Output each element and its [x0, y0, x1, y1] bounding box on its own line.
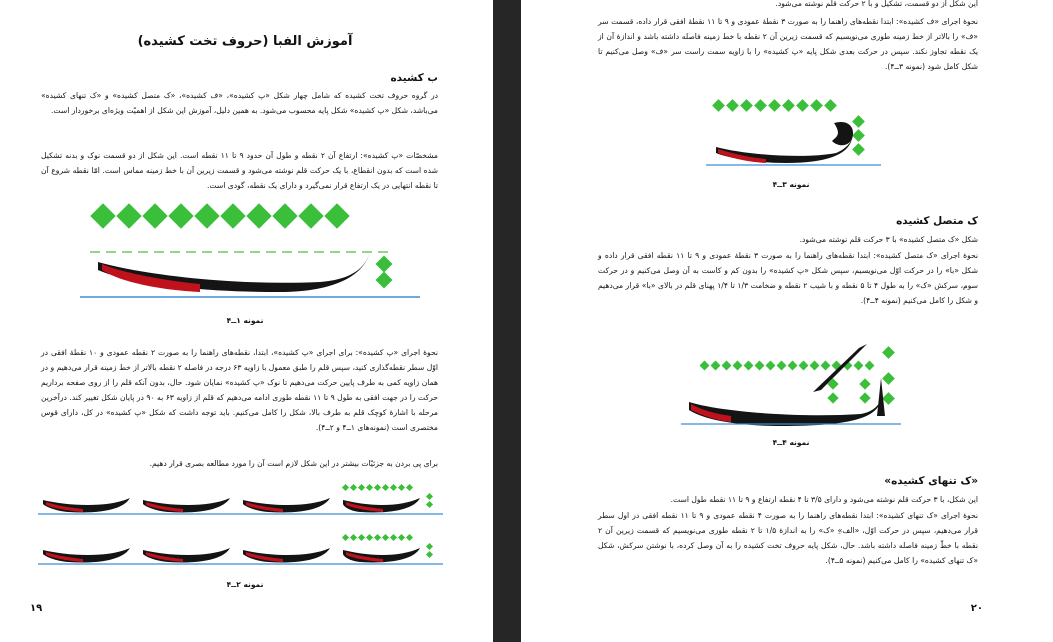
top-paragraph: این شکل از دو قسمت، تشکیل و با ۲ حرکت قلم نوشته می‌شود. [775, 0, 978, 8]
page-number-right: ۲۰ [970, 603, 983, 614]
fa-method-paragraph: نحوهٔ اجرای «ف کشیده»: ابتدا نقطه‌های راهنما را به صورت ۳ نقطهٔ عمودی و ۹ تا ۱۱ نقطهٔ افقی قرار داده، قسمت سر «ف» را بالاتر از خط زمینه طوری می‌نویسیم که قسمت زیرین آن ۲ نقطه با خط زمینه فاصله داشته باشد و اندازهٔ آن از یک نقطه تجاوز نکند. سپس در حرکت بعدی شکل پایه «پ کشیده» را با زاویه سمت راست سر «ف» وصل می‌کنیم تا شکل کامل شود (نمونه ۳ــ۴). [598, 17, 979, 71]
figure-3-caption: نمونه ۳ــ۴ [772, 180, 810, 189]
kaf-method-paragraph: نحوهٔ اجرای «ک متصل کشیده»: ابتدا نقطه‌های راهنما را به صورت ۳ نقطهٔ عمودی و ۹ تا ۱۱ نقطه افقی قرار داده و شکل «با» را در حرکت اوّل می‌نویسیم، سپس شکل «پ کشیده» را بدون کم و کاست به آن وصل می‌کنیم و در حرکت سوم، سرکش «ک» را به طول ۴ تا ۵ نقطه و با شیب ۲ نقطه و ضخامت ۱/۳ تا ۱/۴ پهنای قلم در بالای «با» قرار می‌دهیم و شکل را کامل می‌کنیم (نمونه ۴ــ۴). [598, 251, 979, 305]
section-heading-kaf-tanha: «ک تنهای کشیده» [884, 475, 978, 487]
figure-pe-kashide [80, 200, 420, 305]
section-heading-kaf-mottasel: ک متصل کشیده [896, 215, 978, 227]
page-number-left: ۱۹ [30, 603, 43, 614]
method-paragraph: نحوهٔ اجرای «پ کشیده»: برای اجرای «پ کشیده»، ابتدا، نقطه‌های راهنما را به صورت ۲ نقطه عمودی و ۱۰ نقطهٔ افقی در اوّل سطر نقطه‌گذاری کنید، سپس قلم را طبق معمول با زاویه ۶۳ درجه در فاصله ۲ نقطه بالاتر از خط زمینه قرار می‌دهیم و در همان زاویه کمی به طرف پایین حرکت می‌دهیم تا نوک «پ کشیده» نمایان شود. حال، بدون آنکه قلم را از روی صفحه برداریم حرکت را در جهت افقی به طول ۹ تا ۱۱ نقطه طوری ادامه می‌دهیم که قلم از زاویه ۶۳ به ۹۰ در پایان شکل تغییر کند. درآخرین مرحله با اشارهٔ کوچک قلم به طرف بالا، شکل را کامل می‌کنیم. باید توجه داشت که شکل «پ کشیده» در کل، دارای قوس مختصری است (نمونه‌های ۱ــ۴ و ۲ــ۴). [41, 348, 438, 432]
kaf2-method-paragraph: نحوهٔ اجرای «ک تنهای کشیده»: ابتدا نقطه‌های راهنما را به صورت ۴ نقطه عمودی و ۹ تا ۱۱ نقطه افقی در اول سطر قرار می‌دهیم، سپس در حرکت اوّل، «الف»ِ «ک» را به اندازهٔ ۱/۵ تا ۲ نقطه طوری می‌نویسیم که قسمت زیرین آن ۲ نقطه با خطّ زمینه فاصله داشته باشد. حال، شکل پایه حروف تخت کشیده را به آن وصل کرده، با نوشتن سرکش، شکل «ک تنهای کشیده» را کامل می‌کنیم (نمونه ۵ــ۴). [598, 511, 978, 565]
page-gutter [493, 0, 521, 642]
right-page [521, 0, 1053, 642]
left-page [0, 0, 493, 642]
note-paragraph: برای پی بردن به جزئیّات بیشتر در این شکل لازم است آن را مورد مطالعه بصری قرار دهیم. [149, 459, 438, 468]
figure-fa-kashide [706, 95, 881, 175]
figure-kaf-mottasel [681, 338, 901, 428]
figure-1-caption: نمونه ۱ــ۴ [226, 316, 264, 325]
figure-pe-variations [38, 480, 443, 570]
specs-paragraph: مشخصّات «پ کشیده»: ارتفاع آن ۲ نقطه و طول آن حدود ۹ تا ۱۱ نقطه است. این شکل از دو قسمت نوک و بدنه تشکیل شده است که بدون انقطاع، با یک حرکت قلم نوشته می‌شود و قسمت زیرین آن با خط زمینه مماس است. امّا نقطه شروع آن تا نقطه انتهایی در یک ارتفاع قرار نمی‌گیرد و دارای یک نقطه، گودی است. [41, 151, 438, 190]
kaf-intro: شکل «ک متصل کشیده» با ۳ حرکت قلم نوشته می‌شود. [799, 235, 978, 244]
page-title: آموزش الفبا (حروف تخت کشیده) [137, 34, 353, 49]
figure-2-caption: نمونه ۲ــ۴ [226, 580, 264, 589]
figure-4-caption: نمونه ۴ــ۴ [772, 438, 810, 447]
section-heading-pe: ب کشیده [390, 72, 438, 84]
kaf2-intro: این شکل، با ۳ حرکت قلم نوشته می‌شود و دارای ۳/۵ تا ۴ نقطه ارتفاع و ۹ تا ۱۱ نقطه طول است. [670, 495, 978, 504]
intro-paragraph: در گروه حروف تخت کشیده که شامل چهار شکل «پ کشیده»، «ف کشیده»، «ک متصل کشیده» و «ک تنهای کشیده» می‌باشد، شکل «پ کشیده» شکل پایه محسوب می‌شود. به همین دلیل، آموزش این شکل از اهمیّت ویژه‌ای برخوردار است. [41, 91, 438, 115]
